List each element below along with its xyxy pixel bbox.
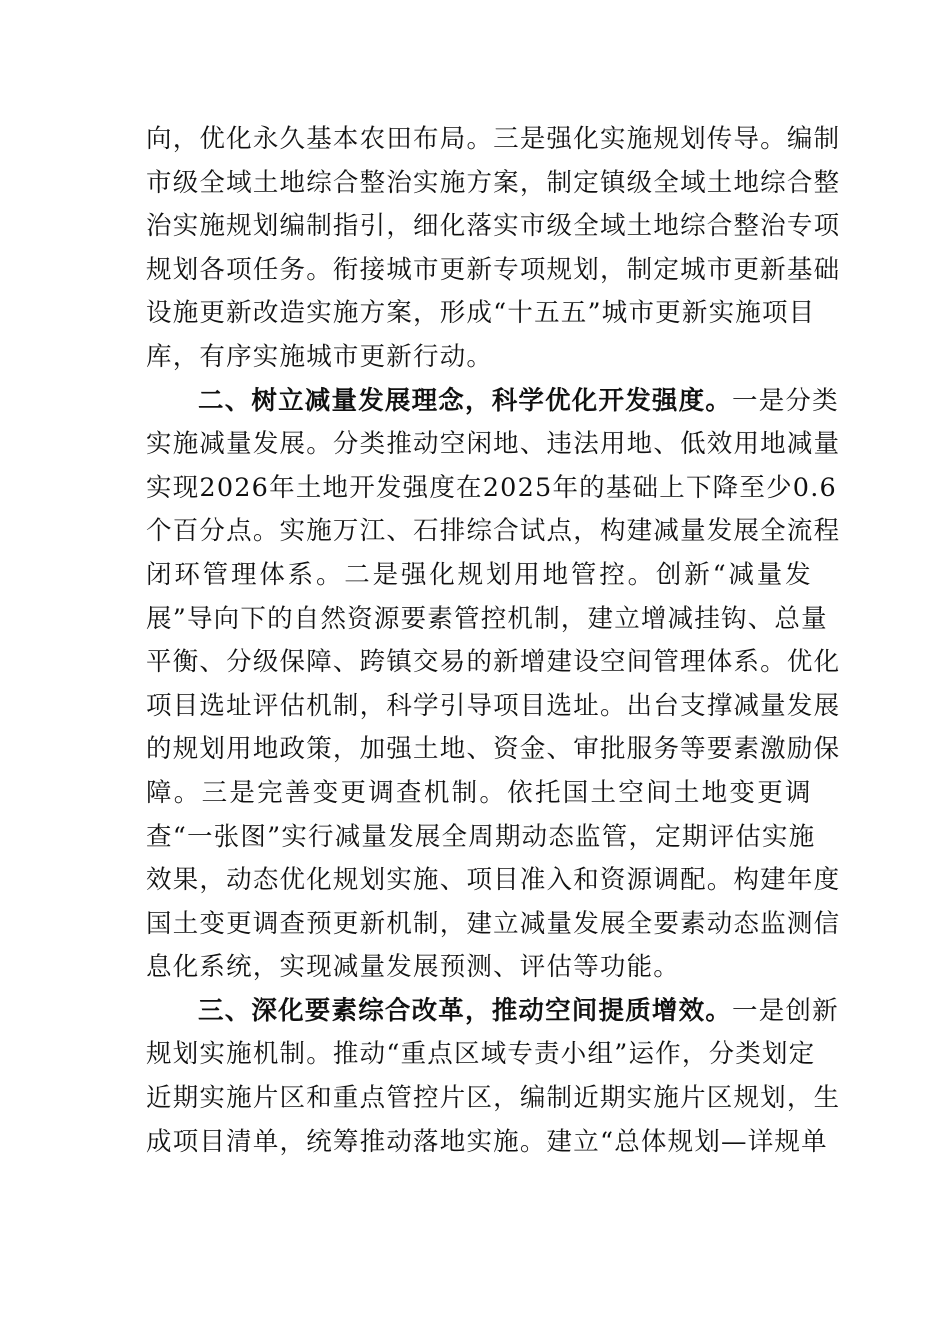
- text-line: 国 土 变 更 调 查 预 更 新 机 制 ， 建 立 减 量 发 展 全 要 素 动 态 监 测 信: [146, 908, 841, 939]
- section-heading: 三、深化要素综合改革，推动空间提质增效。: [198, 995, 733, 1026]
- text-line: 库，有序实施城市更新行动。: [146, 341, 494, 372]
- text-line: 实 施 减 量 发 展 。 分 类 推 动 空 闲 地 、 违 法 用 地 、 低 效 用 地 减 量: [146, 429, 841, 460]
- text-line: 规 划 实 施 机 制 。 推 动 “ 重 点 区 域 专 责 小 组 ” 运 作 ， 分 类 划 定: [146, 1039, 816, 1070]
- text-line: 向 ， 优 化 永 久 基 本 农 田 布 局 。 三 是 强 化 实 施 规 划 传 导 。 编 制: [146, 124, 841, 154]
- section-heading-line: [146, 990, 839, 1034]
- text-line: 成 项 目 清 单 ， 统 筹 推 动 落 地 实 施 。 建 立 “ 总 体 规 划 — 详 规 单: [146, 1126, 828, 1157]
- text-line: 的 规 划 用 地 政 策 ， 加 强 土 地 、 资 金 、 审 批 服 务 等 要 素 激 励 保: [146, 734, 841, 765]
- text-line: 实 现 2026 年 土 地 开 发 强 度 在 2025 年 的 基 础 上 下 降 至 少 0.6: [146, 472, 837, 503]
- text-line: 闭 环 管 理 体 系 。 二 是 强 化 规 划 用 地 管 控 。 创 新 “ 减 量 发: [146, 559, 812, 590]
- document-page: [146, 118, 841, 1164]
- text-line: 息化系统，实现减量发展预测、评估等功能。: [146, 952, 681, 983]
- text-line: 效 果 ， 动 态 优 化 规 划 实 施 、 项 目 准 入 和 资 源 调 配 。 构 建 年 度: [146, 865, 841, 896]
- text-line: 治 实 施 规 划 编 制 指 引 ， 细 化 落 实 市 级 全 域 土 地 综 合 整 治 专 项: [146, 211, 841, 242]
- text-line: 平 衡 、 分 级 保 障 、 跨 镇 交 易 的 新 增 建 设 空 间 管 理 体 系 。 优 化: [146, 647, 841, 678]
- heading-continuation: 一是分类: [732, 385, 839, 416]
- text-line: 规 划 各 项 任 务 。 衔 接 城 市 更 新 专 项 规 划 ， 制 定 城 市 更 新 基 础: [146, 254, 841, 285]
- heading-continuation: 一是创新: [732, 995, 839, 1026]
- text-line: 查 “ 一 张 图 ” 实 行 减 量 发 展 全 周 期 动 态 监 管 ， 定 期 评 估 实 施: [146, 821, 816, 852]
- text-line: 障 。 三 是 完 善 变 更 调 查 机 制 。 依 托 国 土 空 间 土 地 变 更 调: [146, 777, 812, 808]
- text-line: 设 施 更 新 改 造 实 施 方 案 ， 形 成 “ 十 五 五 ” 城 市 更 新 实 施 项 目: [146, 298, 816, 329]
- text-line: 展 ” 导 向 下 的 自 然 资 源 要 素 管 控 机 制 ， 建 立 增 减 挂 钩 、 总 量: [146, 603, 828, 634]
- text-line: 个 百 分 点 。 实 施 万 江 、 石 排 综 合 试 点 ， 构 建 减 量 发 展 全 流 程: [146, 516, 841, 547]
- section-heading-line: [146, 380, 839, 424]
- text-line: 市 级 全 域 土 地 综 合 整 治 实 施 方 案 ， 制 定 镇 级 全 域 土 地 综 合 整: [146, 167, 841, 198]
- text-line: 近 期 实 施 片 区 和 重 点 管 控 片 区 ， 编 制 近 期 实 施 片 区 规 划 ， 生: [146, 1083, 841, 1114]
- section-heading: 二、树立减量发展理念，科学优化开发强度。: [198, 385, 733, 416]
- text-line: 项 目 选 址 评 估 机 制 ， 科 学 引 导 项 目 选 址 。 出 台 支 撑 减 量 发 展: [146, 690, 841, 721]
